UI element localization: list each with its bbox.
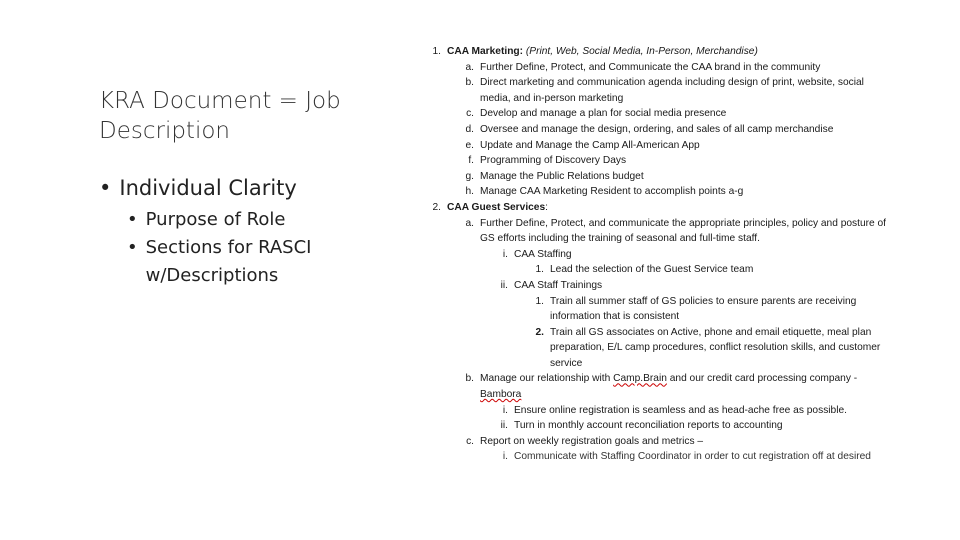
kra-document-image [420, 46, 895, 475]
bullet-dot-icon: • [127, 209, 138, 230]
section-marketing-heading: 1. CAA Marketing: (Print, Web, Social Media, In-Person, Merchandise) [432, 46, 758, 57]
list-item: g. Manage the Public Relations budget [465, 170, 644, 182]
list-item: f. Programming of Discovery Days [468, 155, 627, 167]
section-guest-services-heading: 2. CAA Guest Services: [432, 201, 548, 213]
bullet-dot-icon: • [127, 237, 138, 258]
sub-bullet-list [99, 206, 399, 290]
list-item: c. Develop and manage a plan for social media presence [466, 108, 727, 120]
list-item: c. Report on weekly registration goals and metrics – [466, 435, 704, 447]
list-item: ii. CAA Staff Trainings [500, 279, 603, 291]
list-item: i. Ensure online registration is seamless and as head-ache free as possible. [502, 404, 847, 416]
sub-bullet-purpose [127, 206, 399, 234]
list-item: e. Update and Manage the Camp All-American App [465, 139, 700, 151]
list-item: a. Further Define, Protect, and Communicate the CAA brand in the community [465, 61, 821, 73]
sub-bullet-text: Purpose of Role [145, 209, 286, 230]
list-item: 1. Train all summer staff of GS policies to ensure parents are receiving information that is consistent [535, 295, 857, 323]
sub-bullet-sections [127, 234, 399, 290]
bullet-text: Individual Clarity [119, 176, 297, 200]
bullet-individual-clarity [99, 176, 399, 200]
list-item: i. CAA Staffing [502, 248, 572, 260]
list-item: b. Manage our relationship with Camp.Brain and our credit card processing company - Bambora [465, 373, 858, 401]
list-item: h. Manage CAA Marketing Resident to accomplish points a-g [465, 186, 744, 198]
bullet-dot-icon: • [99, 176, 112, 200]
list-item: a. Further Define, Protect, and communicate the appropriate principles, policy and posture of GS efforts including the training of seasonal and full-time staff. [465, 217, 887, 245]
list-item: i. Communicate with Staffing Coordinator in order to cut registration off at desired [502, 451, 871, 463]
sub-bullet-text: Sections for RASCI w/Descriptions [145, 237, 312, 286]
slide-title: KRA Document = Job Description [99, 88, 341, 144]
list-item: b. Direct marketing and communication agenda including design of print, website, social media, and in-person marketing [465, 77, 864, 104]
list-item: d. Oversee and manage the design, ordering, and sales of all camp merchandise [465, 123, 834, 135]
list-item: 1. Lead the selection of the Guest Service team [535, 264, 754, 276]
list-item: 2. Train all GS associates on Active, phone and email etiquette, meal plan preparation, E/L camp procedures, conflict resolution skills, and customer service [535, 326, 881, 369]
list-item: ii. Turn in monthly account reconciliation reports to accounting [500, 420, 783, 432]
slide-text-panel [99, 86, 399, 290]
